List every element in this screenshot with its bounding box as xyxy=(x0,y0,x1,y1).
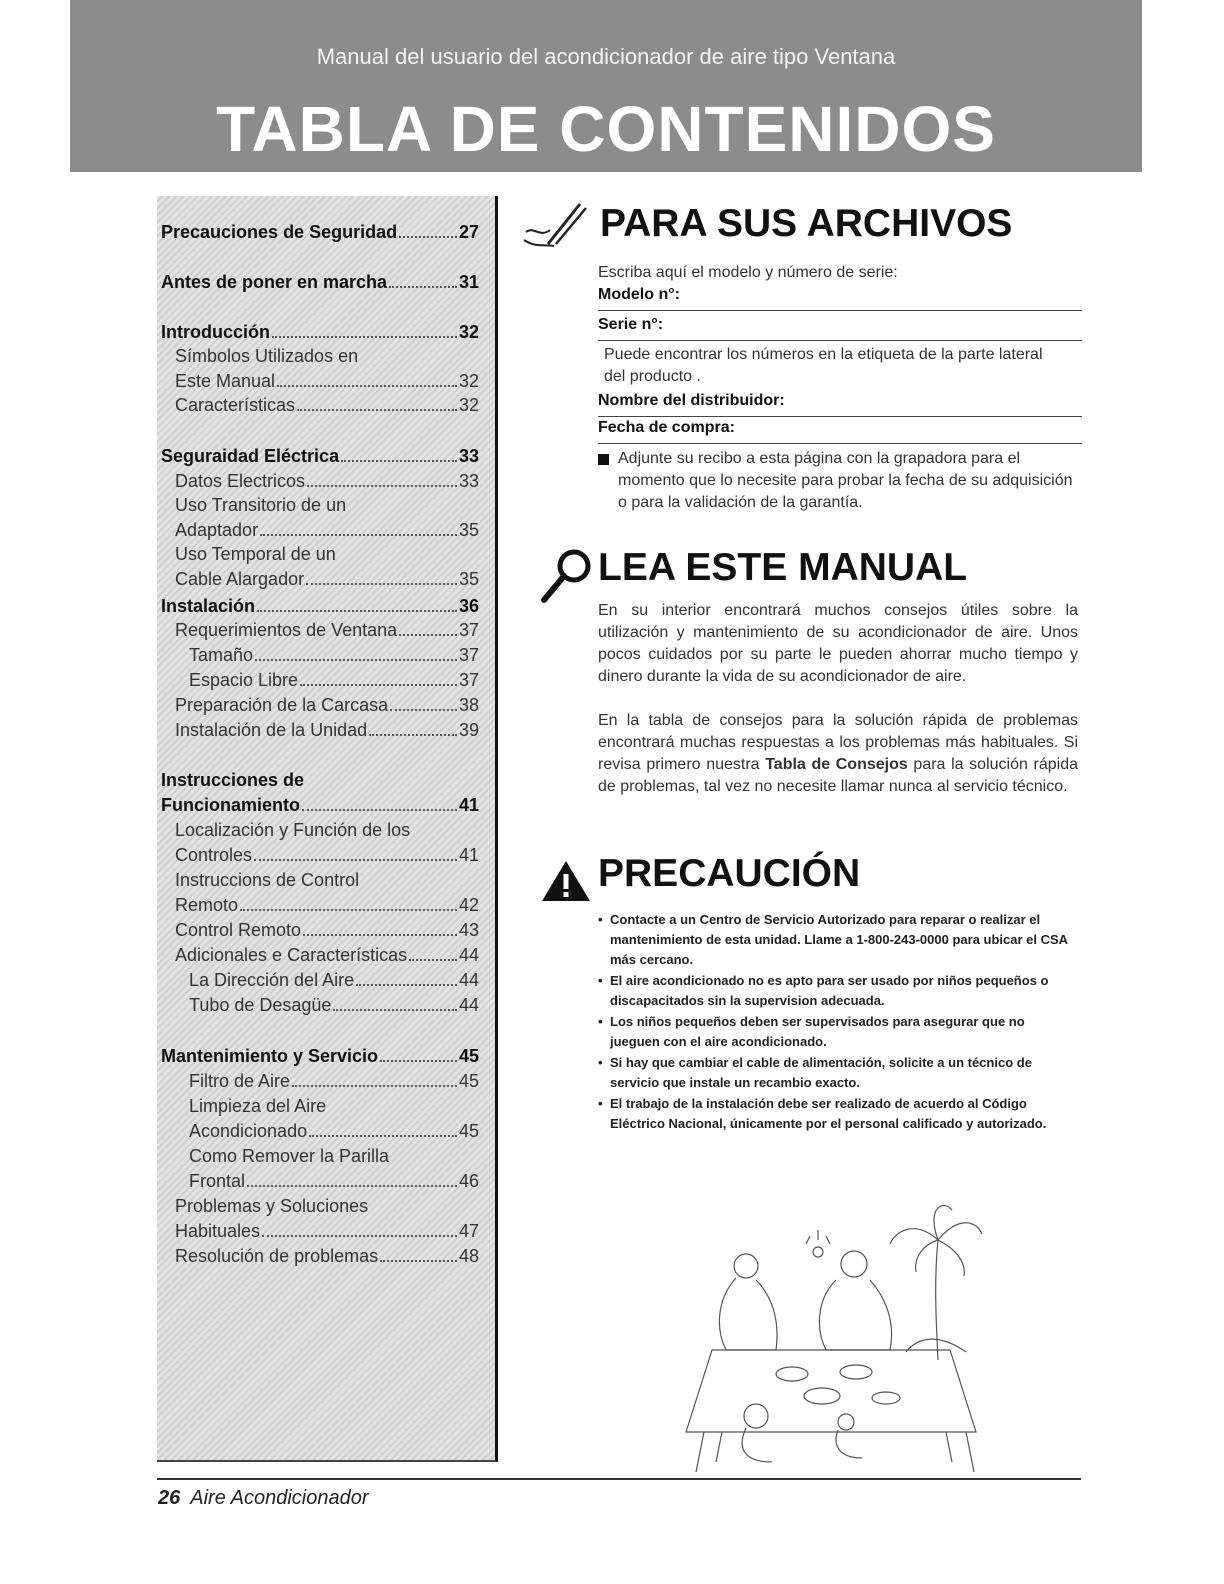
toc-item-label: Precauciones de Seguridad xyxy=(161,222,398,242)
toc-item-page: 44 xyxy=(458,970,479,990)
toc-leader-dots xyxy=(300,668,457,686)
toc-item[interactable] xyxy=(175,567,479,591)
toc-item-page: 41 xyxy=(458,795,479,815)
toc-item[interactable] xyxy=(161,768,479,792)
toc-item-page: 32 xyxy=(458,395,479,415)
header-banner xyxy=(70,0,1142,172)
toc-leader-dots xyxy=(333,993,457,1011)
toc-item-page: 42 xyxy=(458,895,479,915)
toc-item-page: 37 xyxy=(458,620,479,640)
toc-leader-dots xyxy=(307,469,457,487)
toc-leader-dots xyxy=(302,793,457,811)
toc-leader-dots xyxy=(399,618,457,636)
table-of-contents xyxy=(157,196,498,1462)
toc-item-page: 27 xyxy=(458,222,479,242)
toc-item-label: Frontal xyxy=(189,1171,246,1191)
serial-field[interactable] xyxy=(598,316,1082,341)
toc-item-label: Espacio Libre xyxy=(189,670,299,690)
toc-item-label: Mantenimiento y Servicio xyxy=(161,1046,379,1066)
caution-heading: PRECAUCIÓN xyxy=(598,852,861,895)
toc-item-page: 46 xyxy=(458,1171,479,1191)
toc-item-label: Tamaño xyxy=(189,645,254,665)
toc-item-label: Cable Alargador xyxy=(175,569,305,589)
toc-item-label: Tubo de Desagüe xyxy=(189,995,332,1015)
toc-item[interactable] xyxy=(175,1244,479,1268)
toc-item[interactable] xyxy=(161,444,479,468)
toc-leader-dots xyxy=(399,220,457,238)
toc-item-label: Instalación de la Unidad xyxy=(175,720,368,740)
read-manual-heading: LEA ESTE MANUAL xyxy=(598,546,968,589)
toc-leader-dots xyxy=(292,1069,457,1087)
toc-item[interactable] xyxy=(175,718,479,742)
toc-item-label: Acondicionado xyxy=(189,1121,308,1141)
toc-leader-dots xyxy=(390,693,457,711)
toc-leader-dots xyxy=(272,320,457,338)
toc-item-label: Habituales xyxy=(175,1221,261,1241)
toc-item[interactable] xyxy=(175,918,479,942)
toc-item[interactable] xyxy=(175,493,479,517)
toc-item-label: Funcionamiento xyxy=(161,795,300,815)
toc-item-label: Preparación de la Carcasa xyxy=(175,695,389,715)
toc-item-label: Símbolos Utilizados en xyxy=(175,346,359,366)
toc-item-page: 31 xyxy=(458,272,479,292)
toc-item[interactable] xyxy=(189,1069,479,1093)
toc-item[interactable] xyxy=(175,542,479,566)
toc-item-label: Uso Transitorio de un xyxy=(175,495,347,515)
caution-item: • Si hay que cambiar el cable de alimentación, solicite a un técnico de servicio que instale un recambio exacto. xyxy=(596,1053,1076,1093)
toc-leader-dots xyxy=(255,643,457,661)
toc-item-label: Limpieza del Aire xyxy=(189,1096,327,1116)
records-intro: Escriba aquí el modelo y número de serie: xyxy=(598,264,898,281)
toc-leader-dots xyxy=(277,369,457,387)
toc-item[interactable] xyxy=(189,1144,479,1168)
caution-item: • El aire acondicionado no es apto para ser usado por niños pequeños o discapacitados sin la supervision adecuada. xyxy=(596,971,1076,1011)
toc-leader-dots xyxy=(303,918,457,936)
toc-leader-dots xyxy=(369,718,457,736)
toc-item-page: 41 xyxy=(458,845,479,865)
toc-item[interactable] xyxy=(161,320,479,344)
toc-item-label: Seguraidad Eléctrica xyxy=(161,446,340,466)
toc-item-label: Adicionales e Características xyxy=(175,945,408,965)
toc-item-page: 35 xyxy=(458,569,479,589)
toc-item-page: 45 xyxy=(458,1121,479,1141)
p2-bold-text: Tabla de Consejos xyxy=(765,756,908,773)
toc-item-label: Antes de poner en marcha xyxy=(161,272,388,292)
toc-item-label: Instruccions de Control xyxy=(175,870,360,890)
toc-leader-dots xyxy=(260,518,457,536)
toc-item-label: Instalación xyxy=(161,596,256,616)
records-note: Puede encontrar los números en la etiqueta de la parte lateral del producto . xyxy=(604,346,1043,385)
toc-item-label: Instrucciones de xyxy=(161,770,305,790)
toc-item-label: Como Remover la Parilla xyxy=(189,1146,390,1166)
toc-leader-dots xyxy=(306,567,457,585)
date-field[interactable] xyxy=(598,419,1082,444)
toc-item[interactable] xyxy=(175,469,479,493)
toc-item[interactable] xyxy=(175,893,479,917)
picnic-illustration xyxy=(676,1200,986,1472)
toc-item-page: 47 xyxy=(458,1221,479,1241)
page-footer xyxy=(158,1487,369,1510)
toc-item[interactable] xyxy=(175,618,479,642)
read-manual-paragraph-2 xyxy=(598,710,1078,798)
toc-item-page: 44 xyxy=(458,995,479,1015)
caution-item: • El trabajo de la instalación debe ser realizado de acuerdo al Código Eléctrico Nacional, únicamente por el personal calificado y autorizado. xyxy=(596,1094,1076,1134)
toc-item[interactable] xyxy=(175,344,479,368)
p2-text-end: para la solución rápida de problemas, tal vez no necesite llamar nunca al servicio técnico. xyxy=(598,756,1078,795)
toc-item-label: Introducción xyxy=(161,322,270,342)
toc-item-label: Resolución de problemas xyxy=(175,1246,379,1266)
p2-text-start: En la tabla de consejos para la solución rápida de problemas encontrará muchas respuestas a los problemas más habituales. Si revisa primero nuestra xyxy=(598,712,1078,773)
toc-leader-dots xyxy=(341,444,457,462)
toc-item[interactable] xyxy=(161,270,479,294)
caution-item: • Contacte a un Centro de Servicio Autorizado para reparar o realizar el mantenimiento de esta unidad. Llame a 1-800-243-0000 para ubicar el CSA más cercano. xyxy=(596,910,1076,970)
toc-item-page: 48 xyxy=(458,1246,479,1266)
toc-item-page: 36 xyxy=(458,596,479,616)
toc-item[interactable] xyxy=(175,843,479,867)
toc-leader-dots xyxy=(240,893,457,911)
toc-item-page: 33 xyxy=(458,471,479,491)
toc-item[interactable] xyxy=(175,393,479,417)
toc-item[interactable] xyxy=(175,1219,479,1243)
toc-item[interactable] xyxy=(189,1094,479,1118)
attach-note: Adjunte su recibo a esta página con la grapadora para el momento que lo necesite para probar la fecha de su adquisición o para la validación de la garantía. xyxy=(618,450,1073,511)
model-field[interactable] xyxy=(598,286,1082,311)
footer-divider xyxy=(157,1478,1081,1480)
pen-icon xyxy=(520,200,600,256)
toc-item-label: Características xyxy=(175,395,296,415)
toc-item-label: Control Remoto xyxy=(175,920,302,940)
toc-item-page: 45 xyxy=(458,1071,479,1091)
toc-item-label: Controles xyxy=(175,845,253,865)
toc-item[interactable] xyxy=(175,369,479,393)
toc-item[interactable] xyxy=(161,594,479,618)
toc-item[interactable] xyxy=(189,968,479,992)
toc-leader-dots xyxy=(409,943,457,961)
toc-leader-dots xyxy=(262,1219,457,1237)
toc-item-label: Este Manual xyxy=(175,371,276,391)
toc-leader-dots xyxy=(309,1119,457,1137)
toc-item[interactable] xyxy=(189,643,479,667)
date-label: Fecha de compra: xyxy=(598,419,735,436)
header-subtitle: Manual del usuario del acondicionador de aire tipo Ventana xyxy=(316,44,896,69)
toc-item[interactable] xyxy=(175,518,479,542)
square-bullet-icon xyxy=(598,454,609,465)
model-label: Modelo n°: xyxy=(598,286,680,303)
toc-item-label: Filtro de Aire xyxy=(189,1071,291,1091)
toc-item[interactable] xyxy=(175,1194,479,1218)
toc-leader-dots xyxy=(389,270,457,288)
toc-item-page: 32 xyxy=(458,371,479,391)
toc-item-page: 44 xyxy=(458,945,479,965)
toc-item-page: 37 xyxy=(458,645,479,665)
toc-item[interactable] xyxy=(161,220,479,244)
toc-item[interactable] xyxy=(189,1169,479,1193)
toc-item-page: 33 xyxy=(458,446,479,466)
toc-item[interactable] xyxy=(161,1044,479,1068)
toc-item-page: 32 xyxy=(458,322,479,342)
toc-item[interactable] xyxy=(189,668,479,692)
toc-item-label: Adaptador xyxy=(175,520,259,540)
page-title: TABLA DE CONTENIDOS xyxy=(216,93,996,165)
toc-item-page: 37 xyxy=(458,670,479,690)
toc-item-label: Uso Temporal de un xyxy=(175,544,336,564)
footer-text: Aire Acondicionador xyxy=(190,1487,369,1509)
toc-item-page: 39 xyxy=(458,720,479,740)
magnifier-icon xyxy=(538,546,598,604)
toc-item[interactable] xyxy=(175,693,479,717)
toc-leader-dots xyxy=(257,594,457,612)
dealer-field[interactable] xyxy=(598,392,1082,417)
toc-leader-dots xyxy=(247,1169,457,1187)
toc-leader-dots xyxy=(297,393,457,411)
records-heading: PARA SUS ARCHIVOS xyxy=(600,202,1013,245)
toc-item-label: Problemas y Soluciones xyxy=(175,1196,369,1216)
toc-item[interactable] xyxy=(175,868,479,892)
toc-item-page: 43 xyxy=(458,920,479,940)
warning-icon xyxy=(540,858,592,904)
read-manual-paragraph-1: En su interior encontrará muchos consejos útiles sobre la utilización y mantenimiento de su acondicionador de aire. Unos pocos cuidados por su parte le pueden ahorrar mucho tiempo y dinero durante la vida de su acondicionador de aire. xyxy=(598,602,1078,685)
toc-leader-dots xyxy=(380,1244,457,1262)
toc-item-label: Datos Electricos xyxy=(175,471,306,491)
toc-item[interactable] xyxy=(175,943,479,967)
toc-item[interactable] xyxy=(175,818,479,842)
serial-label: Serie n°: xyxy=(598,316,664,333)
toc-item[interactable] xyxy=(189,1119,479,1143)
toc-item-label: Requerimientos de Ventana xyxy=(175,620,398,640)
toc-item-label: Remoto xyxy=(175,895,239,915)
toc-item[interactable] xyxy=(189,993,479,1017)
toc-item-page: 38 xyxy=(458,695,479,715)
toc-item-page: 35 xyxy=(458,520,479,540)
toc-leader-dots xyxy=(254,843,457,861)
toc-leader-dots xyxy=(356,968,457,986)
toc-item-label: La Dirección del Aire xyxy=(189,970,355,990)
footer-page-number: 26 xyxy=(158,1487,181,1509)
caution-item: • Los niños pequeños deben ser supervisados para asegurar que no jueguen con el aire acondicionado. xyxy=(596,1012,1076,1052)
toc-item-page: 45 xyxy=(458,1046,479,1066)
caution-list xyxy=(596,910,1076,1135)
toc-item[interactable] xyxy=(161,793,479,817)
toc-item-label: Localización y Función de los xyxy=(175,820,411,840)
dealer-label: Nombre del distribuidor: xyxy=(598,392,785,409)
toc-leader-dots xyxy=(380,1044,457,1062)
